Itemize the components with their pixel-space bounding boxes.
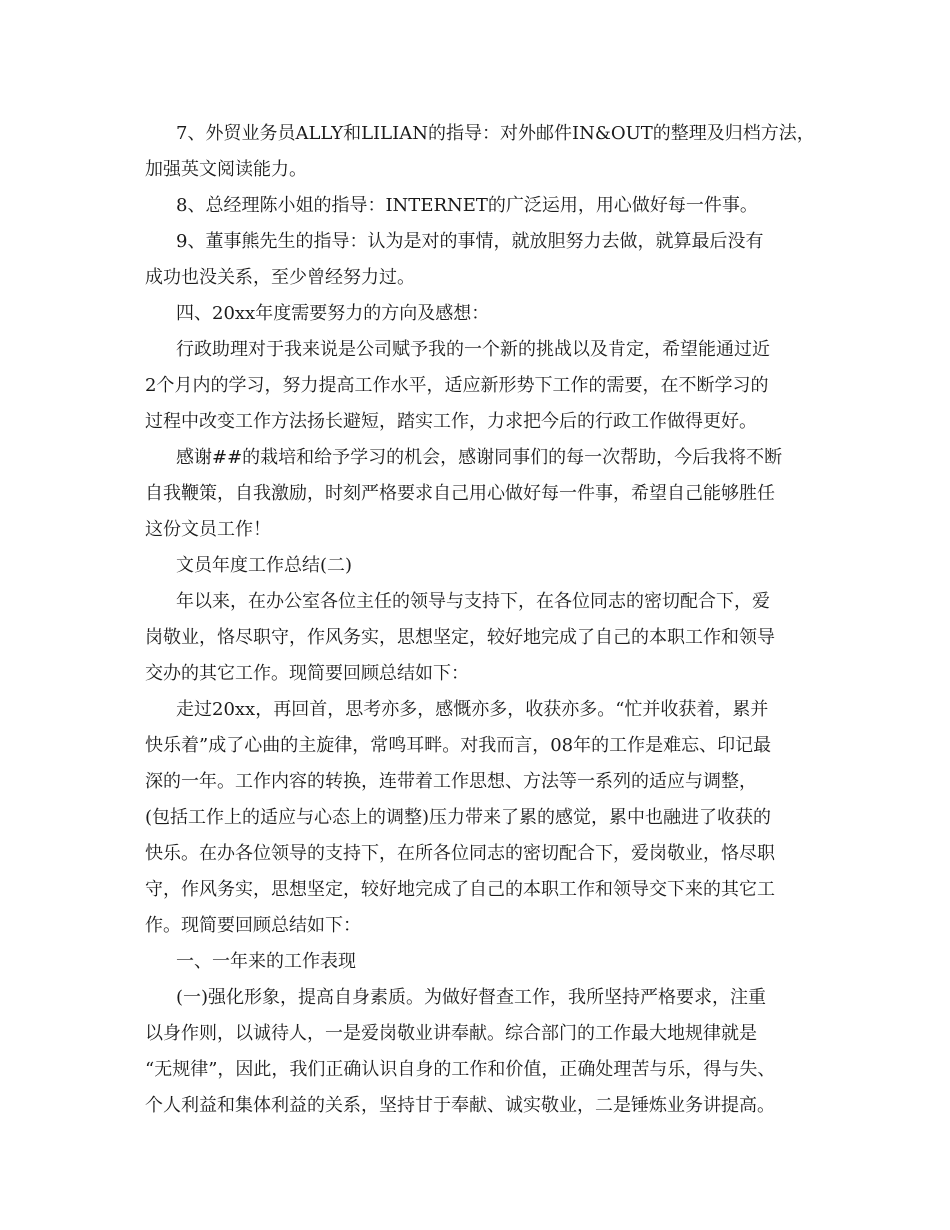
- text-line: 个人利益和集体利益的关系，坚持甘于奉献、诚实敬业，二是锤炼业务讲提高。: [145, 1095, 775, 1116]
- text-line: 感谢##的栽培和给予学习的机会，感谢同事们的每一次帮助，今后我将不断: [176, 447, 783, 468]
- text-line: 成功也没关系，至少曾经努力过。: [145, 267, 415, 288]
- text-line: 年以来，在办公室各位主任的领导与支持下，在各位同志的密切配合下，爱: [176, 591, 770, 612]
- text-line: 快乐。在办各位领导的支持下，在所各位同志的密切配合下，爱岗敬业，恪尽职: [145, 843, 775, 864]
- text-line: 守，作风务实，思想坚定，较好地完成了自己的本职工作和领导交下来的其它工: [145, 879, 775, 900]
- text-line: “无规律”，因此，我们正确认识自身的工作和价值，正确处理苦与乐，得与失、: [145, 1059, 776, 1080]
- section-title: 文员年度工作总结(二): [176, 555, 353, 576]
- text-line: (一)强化形象，提高自身素质。为做好督查工作，我所坚持严格要求，注重: [176, 987, 767, 1008]
- text-line: 快乐着”成了心曲的主旋律，常鸣耳畔。对我而言，08年的工作是难忘、印记最: [145, 735, 772, 756]
- text-line: 交办的其它工作。现简要回顾总结如下：: [145, 663, 469, 684]
- text-line: 加强英文阅读能力。: [145, 159, 307, 180]
- text-line: 这份文员工作！: [145, 519, 271, 540]
- text-line: 过程中改变工作方法扬长避短，踏实工作，力求把今后的行政工作做得更好。: [145, 411, 757, 432]
- text-line: 7、外贸业务员ALLY和LILIAN的指导：对外邮件IN&OUT的整理及归档方法，: [176, 123, 815, 144]
- text-line: 深的一年。工作内容的转换，连带着工作思想、方法等一系列的适应与调整，: [145, 771, 757, 792]
- text-line: 岗敬业，恪尽职守，作风务实，思想坚定，较好地完成了自己的本职工作和领导: [145, 627, 775, 648]
- text-line: 走过20xx，再回首，思考亦多，感慨亦多，收获亦多。“忙并收获着，累并: [176, 699, 769, 720]
- text-line: 2个月内的学习，努力提高工作水平，适应新形势下工作的需要，在不断学习的: [145, 375, 769, 396]
- section-heading: 一、一年来的工作表现: [176, 951, 356, 972]
- text-line: 自我鞭策，自我激励，时刻严格要求自己用心做好每一件事，希望自己能够胜任: [145, 483, 775, 504]
- text-line: 行政助理对于我来说是公司赋予我的一个新的挑战以及肯定，希望能通过近: [176, 339, 770, 360]
- text-line: 8、总经理陈小姐的指导：INTERNET的广泛运用，用心做好每一件事。: [176, 195, 758, 216]
- text-line: (包括工作上的适应与心态上的调整)压力带来了累的感觉，累中也融进了收获的: [145, 807, 772, 828]
- section-heading: 四、20xx年度需要努力的方向及感想：: [176, 303, 490, 324]
- text-line: 作。现简要回顾总结如下：: [145, 915, 361, 936]
- text-line: 9、董事熊先生的指导：认为是对的事情，就放胆努力去做，就算最后没有: [176, 231, 764, 252]
- text-line: 以身作则，以诚待人，一是爱岗敬业讲奉献。综合部门的工作最大地规律就是: [145, 1023, 757, 1044]
